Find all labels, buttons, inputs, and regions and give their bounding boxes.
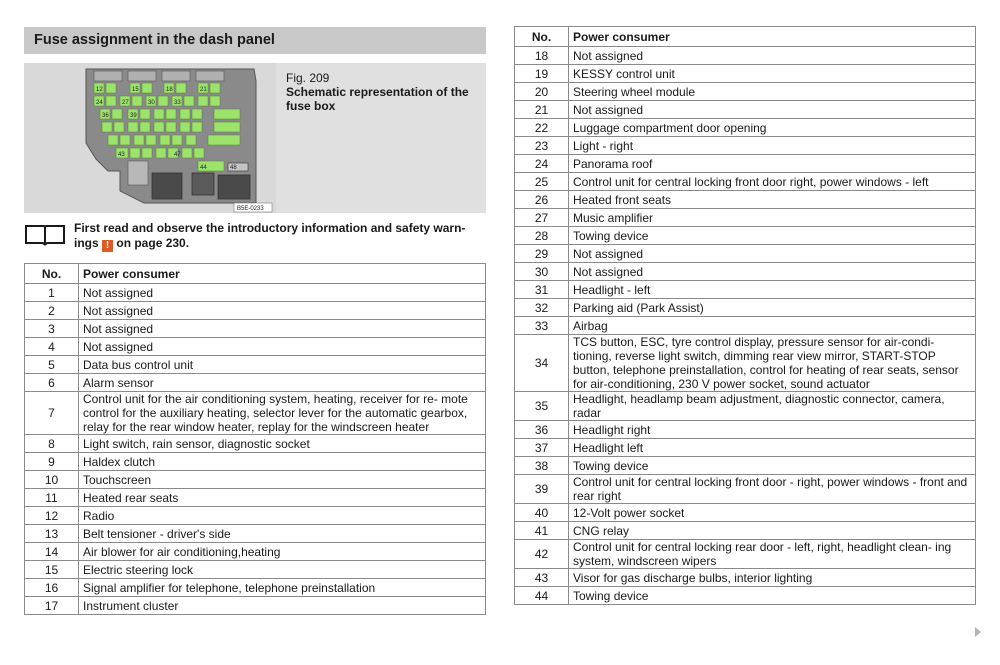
power-consumer: Headlight - left xyxy=(569,281,976,299)
fuse-label: 21 xyxy=(200,87,207,93)
next-page-arrow-icon[interactable] xyxy=(975,627,981,637)
fuse-label: 36 xyxy=(102,113,109,119)
power-consumer: Headlight left xyxy=(569,439,976,457)
fuse-box-illustration xyxy=(24,63,276,213)
power-consumer: Light - right xyxy=(569,137,976,155)
fuse-label: 12 xyxy=(96,87,103,93)
table-row xyxy=(515,540,976,569)
fuse-box-diagram xyxy=(24,63,276,213)
power-consumer: Not assigned xyxy=(79,284,486,302)
power-consumer: Parking aid (Park Assist) xyxy=(569,299,976,317)
fuse-number: 27 xyxy=(515,209,569,227)
table-row xyxy=(25,284,486,302)
fuse-label: 44 xyxy=(200,165,207,171)
table-row xyxy=(515,209,976,227)
fuse-number: 15 xyxy=(25,561,79,579)
fuse-number: 40 xyxy=(515,504,569,522)
figure-number: Fig. 209 xyxy=(286,71,330,85)
table-row xyxy=(25,579,486,597)
figure-code: B5E-0233 xyxy=(237,206,264,212)
table-header-row xyxy=(515,27,976,47)
fuse-label: 47 xyxy=(174,152,181,158)
fuse-label: 27 xyxy=(122,100,129,106)
power-consumer: TCS button, ESC, tyre control display, pressure sensor for air-condi- tioning, reverse light switch, dimming rear view mirror, START-STOP button, telephone preinstallation, control for heating of rear seats, sensor for air-conditioning, 230 V power socket, sound actuator xyxy=(569,335,976,392)
fuse-number: 39 xyxy=(515,475,569,504)
column-header-consumer: Power consumer xyxy=(79,264,486,284)
fuse-number: 26 xyxy=(515,191,569,209)
table-row xyxy=(25,356,486,374)
fuse-number: 41 xyxy=(515,522,569,540)
table-row xyxy=(515,263,976,281)
power-consumer: Control unit for central locking rear door - left, right, headlight clean- ing system, windscreen wipers xyxy=(569,540,976,569)
fuse-number: 14 xyxy=(25,543,79,561)
table-row xyxy=(515,504,976,522)
table-row xyxy=(25,338,486,356)
table-row xyxy=(515,173,976,191)
table-row xyxy=(515,421,976,439)
table-row xyxy=(515,227,976,245)
power-consumer: KESSY control unit xyxy=(569,65,976,83)
table-row xyxy=(515,137,976,155)
note-text-before: First read and observe the introductory information and safety warn- ings xyxy=(74,221,466,250)
fuse-number: 29 xyxy=(515,245,569,263)
table-row xyxy=(515,439,976,457)
table-row xyxy=(515,47,976,65)
power-consumer: Air blower for air conditioning,heating xyxy=(79,543,486,561)
power-consumer: CNG relay xyxy=(569,522,976,540)
table-row xyxy=(515,587,976,605)
column-header-no: No. xyxy=(25,264,79,284)
table-row xyxy=(25,489,486,507)
fuse-number: 20 xyxy=(515,83,569,101)
table-row xyxy=(515,522,976,540)
fuse-number: 4 xyxy=(25,338,79,356)
fuse-table-left xyxy=(24,263,486,615)
power-consumer: Towing device xyxy=(569,457,976,475)
table-row xyxy=(515,392,976,421)
power-consumer: Control unit for central locking front door right, power windows - left xyxy=(569,173,976,191)
table-row xyxy=(515,101,976,119)
open-book-icon xyxy=(24,223,66,247)
power-consumer: Not assigned xyxy=(569,47,976,65)
power-consumer: 12-Volt power socket xyxy=(569,504,976,522)
power-consumer: Not assigned xyxy=(569,263,976,281)
table-row xyxy=(25,471,486,489)
fuse-number: 13 xyxy=(25,525,79,543)
power-consumer: Heated front seats xyxy=(569,191,976,209)
fuse-number: 8 xyxy=(25,435,79,453)
figure-caption xyxy=(286,71,481,113)
table-row xyxy=(515,245,976,263)
power-consumer: Alarm sensor xyxy=(79,374,486,392)
table-header-row xyxy=(25,264,486,284)
power-consumer: Not assigned xyxy=(79,320,486,338)
fuse-number: 2 xyxy=(25,302,79,320)
table-row xyxy=(515,475,976,504)
power-consumer: Heated rear seats xyxy=(79,489,486,507)
fuse-number: 25 xyxy=(515,173,569,191)
power-consumer: Towing device xyxy=(569,587,976,605)
fuse-number: 18 xyxy=(515,47,569,65)
power-consumer: Touchscreen xyxy=(79,471,486,489)
figure-title: Schematic representation of the fuse box xyxy=(286,85,469,113)
table-row xyxy=(25,561,486,579)
fuse-number: 31 xyxy=(515,281,569,299)
power-consumer: Steering wheel module xyxy=(569,83,976,101)
fuse-number: 11 xyxy=(25,489,79,507)
power-consumer: Panorama roof xyxy=(569,155,976,173)
fuse-number: 32 xyxy=(515,299,569,317)
fuse-number: 35 xyxy=(515,392,569,421)
fuse-label: 33 xyxy=(174,100,181,106)
fuse-number: 12 xyxy=(25,507,79,525)
power-consumer: Light switch, rain sensor, diagnostic socket xyxy=(79,435,486,453)
fuse-number: 9 xyxy=(25,453,79,471)
table-row xyxy=(515,65,976,83)
section-title: Fuse assignment in the dash panel xyxy=(34,32,275,48)
fuse-number: 38 xyxy=(515,457,569,475)
table-row xyxy=(25,525,486,543)
table-row xyxy=(25,392,486,435)
column-header-consumer: Power consumer xyxy=(569,27,976,47)
power-consumer: Data bus control unit xyxy=(79,356,486,374)
section-header xyxy=(24,27,486,54)
fuse-number: 5 xyxy=(25,356,79,374)
power-consumer: Signal amplifier for telephone, telephone preinstallation xyxy=(79,579,486,597)
table-row xyxy=(515,457,976,475)
power-consumer: Headlight, headlamp beam adjustment, diagnostic connector, camera, radar xyxy=(569,392,976,421)
table-row xyxy=(25,597,486,615)
power-consumer: Belt tensioner - driver's side xyxy=(79,525,486,543)
fuse-label: 39 xyxy=(130,113,137,119)
note-text-after: on page 230. xyxy=(116,235,190,250)
power-consumer: Airbag xyxy=(569,317,976,335)
safety-note xyxy=(24,221,486,253)
power-consumer: Electric steering lock xyxy=(79,561,486,579)
fuse-number: 3 xyxy=(25,320,79,338)
fuse-number: 23 xyxy=(515,137,569,155)
fuse-number: 7 xyxy=(25,392,79,435)
fuse-label: 30 xyxy=(148,100,155,106)
fuse-number: 43 xyxy=(515,569,569,587)
fuse-number: 21 xyxy=(515,101,569,119)
fuse-number: 1 xyxy=(25,284,79,302)
column-header-no: No. xyxy=(515,27,569,47)
fuse-number: 42 xyxy=(515,540,569,569)
table-row xyxy=(515,119,976,137)
fuse-label: 43 xyxy=(118,152,125,158)
table-row xyxy=(25,374,486,392)
power-consumer: Control unit for the air conditioning system, heating, receiver for re- mote control for the auxiliary heating, selector lever for the automatic gearbox, relay for the rear window heater, replay for the windscreen heater xyxy=(79,392,486,435)
fuse-number: 6 xyxy=(25,374,79,392)
table-row xyxy=(25,453,486,471)
warning-icon[interactable]: ! xyxy=(102,240,113,252)
fuse-label: 15 xyxy=(132,87,139,93)
power-consumer: Not assigned xyxy=(79,338,486,356)
table-row xyxy=(515,335,976,392)
table-row xyxy=(515,281,976,299)
fuse-label: 48 xyxy=(230,165,237,171)
fuse-number: 19 xyxy=(515,65,569,83)
fuse-number: 22 xyxy=(515,119,569,137)
table-row xyxy=(515,299,976,317)
power-consumer: Not assigned xyxy=(569,101,976,119)
power-consumer: Music amplifier xyxy=(569,209,976,227)
power-consumer: Towing device xyxy=(569,227,976,245)
table-row xyxy=(515,155,976,173)
fuse-label: 24 xyxy=(96,100,103,106)
table-row xyxy=(25,320,486,338)
fuse-number: 24 xyxy=(515,155,569,173)
power-consumer: Radio xyxy=(79,507,486,525)
fuse-number: 10 xyxy=(25,471,79,489)
table-row xyxy=(25,302,486,320)
table-row xyxy=(25,435,486,453)
table-row xyxy=(515,83,976,101)
fuse-number: 33 xyxy=(515,317,569,335)
table-row xyxy=(515,191,976,209)
power-consumer: Not assigned xyxy=(569,245,976,263)
table-row xyxy=(25,543,486,561)
fuse-number: 34 xyxy=(515,335,569,392)
power-consumer: Haldex clutch xyxy=(79,453,486,471)
table-row xyxy=(515,569,976,587)
fuse-label: 18 xyxy=(166,87,173,93)
fuse-number: 17 xyxy=(25,597,79,615)
fuse-number: 28 xyxy=(515,227,569,245)
fuse-number: 16 xyxy=(25,579,79,597)
fuse-table-right xyxy=(514,26,976,605)
power-consumer: Control unit for central locking front door - right, power windows - front and rear right xyxy=(569,475,976,504)
note-text xyxy=(74,221,474,252)
power-consumer: Not assigned xyxy=(79,302,486,320)
fuse-number: 30 xyxy=(515,263,569,281)
power-consumer: Luggage compartment door opening xyxy=(569,119,976,137)
fuse-number: 44 xyxy=(515,587,569,605)
figure-panel xyxy=(24,63,486,213)
fuse-number: 37 xyxy=(515,439,569,457)
table-row xyxy=(515,317,976,335)
fuse-number: 36 xyxy=(515,421,569,439)
power-consumer: Headlight right xyxy=(569,421,976,439)
power-consumer: Visor for gas discharge bulbs, interior lighting xyxy=(569,569,976,587)
table-row xyxy=(25,507,486,525)
power-consumer: Instrument cluster xyxy=(79,597,486,615)
